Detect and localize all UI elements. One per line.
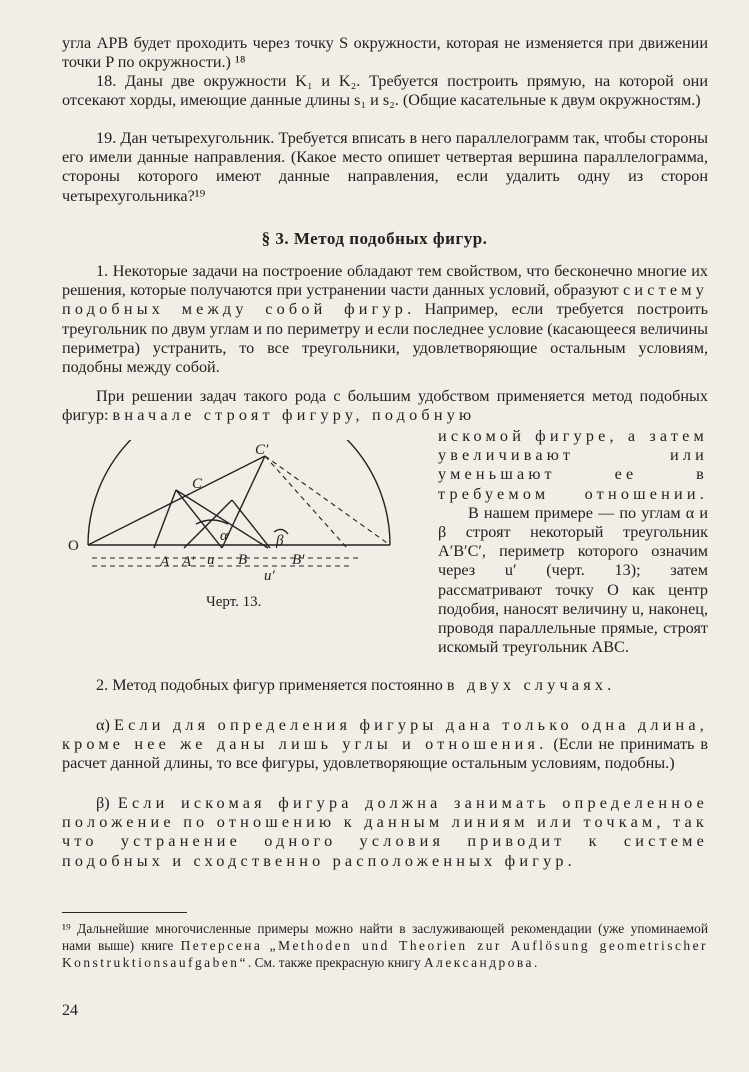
page-number: 24 <box>62 1002 78 1019</box>
line-O-C-prime <box>88 456 265 545</box>
alpha-spaced-text: Если для определения фигуры дана только одна длина, кроме нее же даны лишь углы и отношения. <box>62 716 709 754</box>
label-u-small: u <box>207 552 215 568</box>
label-B-prime: B′ <box>292 552 305 568</box>
wrap-column-text <box>438 427 708 657</box>
figure-caption: Черт. 13. <box>206 594 262 610</box>
alpha-rest-text: (Если не принимать в расчет данной длины, то все фигуры, удовлетворяющие остальным условиям, подобны.) <box>62 735 709 773</box>
p1-spaced-text: систему подобных между собой фигур <box>62 281 708 319</box>
p4-text-a: 2. Метод подобных фигур применяется постоянно <box>96 676 447 694</box>
p3-text: В нашем примере — по углам α и β строят некоторый треугольник A′B′C′, периметр которого означим через u′ (черт. 13); затем рассматривают точку O как центр подобия, наносят величину u, наконец, проводя параллельные прямые, строят искомый треугольник ABC. <box>438 503 708 657</box>
section-paragraph-2 <box>62 387 708 425</box>
label-u-prime: u′ <box>264 568 275 584</box>
footnote-text-a: ¹⁹ Дальнейшие многочисленные примеры можно найти в заслуживающей рекомендации (уже упоминаемой нами выше) книге <box>62 921 708 953</box>
p1-text-b: . Например, если требуется построить треугольник по двум углам и по периметру и если последнее условие (касающееся величины периметра) устранить, то все треугольники, удовлетворяющие остальным условиям, подобны между собой. <box>62 300 708 377</box>
case-beta-paragraph <box>62 794 708 871</box>
label-B: B <box>238 552 248 568</box>
label-C-prime: C′ <box>255 442 269 458</box>
beta-mark: β) <box>96 794 110 812</box>
footnote-rule <box>62 912 187 913</box>
footnote-author-1: Петерсена <box>180 938 263 953</box>
case-alpha-paragraph <box>62 716 708 774</box>
label-C: C <box>192 476 203 492</box>
footnote-19 <box>62 920 708 971</box>
label-A-prime: A′ <box>182 554 195 570</box>
figure-13-drawing <box>62 440 402 590</box>
footnote-author-2: Александрова <box>424 955 534 970</box>
alpha-mark: α) <box>96 716 110 734</box>
p1-text-a: 1. Некоторые задачи на построение обладают тем свойством, что бесконечно многие их решения, которые получаются при устранении части данных условий, образуют <box>62 262 708 300</box>
section-paragraph-4 <box>62 676 708 695</box>
section-heading: § 3. Метод подобных фигур. <box>261 229 488 248</box>
dashed-line-C-prime-end <box>265 456 390 545</box>
footnote-book-title: „Methoden und Theorien zur Auflösung geometrischer Konstruktionsaufgaben“ <box>62 938 708 970</box>
beta-spaced-text: Если искомая фигура должна занимать определенное положение по отношению к данным линиям или точкам, так что устранение одного условия приводит к системе подобных и сходственно расположенных фигур. <box>62 794 709 870</box>
p2-spaced-text-2: искомой фигуре, а затем увеличивают или уменьшают ее в требуемом отношении. <box>438 427 708 503</box>
label-alpha: α <box>220 528 228 544</box>
footnote-text-b: . См. также прекрасную книгу <box>247 955 425 970</box>
p4-spaced-text: в двух случаях. <box>446 676 616 694</box>
label-A: A <box>160 554 170 570</box>
p2-text-a: При решении задач такого рода с большим удобством применяется метод подобных фигур: <box>62 387 708 425</box>
line-C-A <box>154 490 176 548</box>
footnote-text-c: . <box>534 955 538 970</box>
section-paragraph-1 <box>62 262 708 377</box>
paragraph-18: 18. Даны две окружности K₁ и K₂. Требуется построить прямую, на которой они отсекают хорды, имеющие данные длины s₁ и s₂. (Общие касательные к двум окружностям.) <box>62 72 708 110</box>
label-O: O <box>68 538 79 554</box>
paragraph-19: 19. Дан четырехугольник. Требуется вписать в него параллелограмм так, чтобы стороны его имели данные направления. (Какое место опишет четвертая вершина параллелограмма, стороны которого имеют данные направления, если удалить одну из сторон четырехугольника?¹⁹ <box>62 129 708 205</box>
label-beta: β <box>276 533 284 549</box>
line-C-B <box>176 490 222 548</box>
paragraph-17-end: угла APB будет проходить через точку S окружности, которая не изменяется при движении точки P по окружности.) ¹⁸ <box>62 34 708 72</box>
line-B-prime-C <box>232 500 270 548</box>
p2-spaced-text-1: вначале строят фигуру, подобную <box>112 406 476 425</box>
